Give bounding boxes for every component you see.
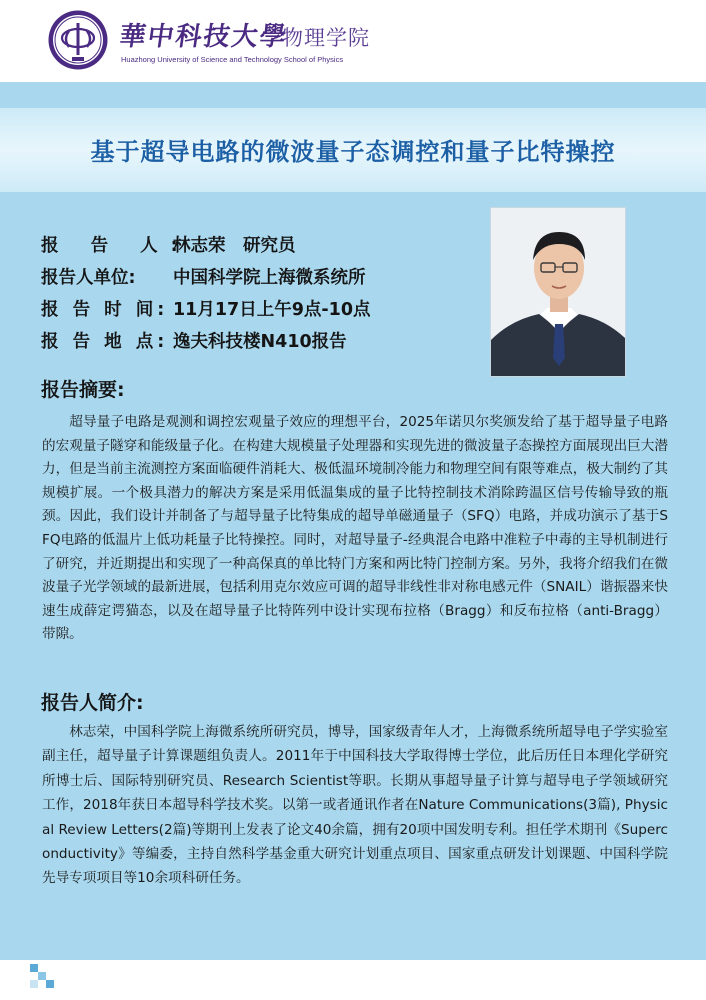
squares-decoration-icon [30,964,54,988]
university-name: 華中科技大學 [117,22,290,52]
talk-info [41,228,481,356]
info-row-time [41,292,481,324]
info-label-time: 报 告 时 间: [41,299,169,320]
info-label-speaker: 报 告 人: [41,235,191,256]
talk-title: 基于超导电路的微波量子态调控和量子比特操控 [90,138,616,166]
info-value-speaker: 林志荣 研究员 [173,235,296,256]
info-row-affiliation [41,260,481,292]
info-value-venue: 逸夫科技楼N410报告 [173,331,347,352]
title-band [0,108,706,192]
header-bar [0,0,706,82]
school-logo-icon [47,9,109,71]
university-english-name: Huazhong University of Science and Technology School of Physics [121,55,344,64]
info-value-affiliation: 中国科学院上海微系统所 [173,267,366,288]
info-row-venue [41,324,481,356]
info-label-venue: 报 告 地 点: [41,331,169,352]
footer-strip [0,960,706,1000]
speaker-portrait-image [491,208,626,377]
abstract-text: 超导量子电路是观测和调控宏观量子效应的理想平台，2025年诺贝尔奖颁发给了基于超导量子电路的宏观量子隧穿和能级量子化。在构建大规模量子处理器和实现先进的微波量子态操控方面展现出巨大潜力，但是当前主流测控方案面临硬件消耗大、极低温环境制冷能力和物理空间有限等难点，极大制约了其规模扩展。一个极具潜力的解决方案是采用低温集成的量子比特控制技术消除跨温区信号传输导致的瓶颈。因此，我们设计并制备了与超导量子比特集成的超导单磁通量子（SFQ）电路，并成功演示了基于SFQ电路的低温片上低功耗量子比特操控。同时，对超导量子-经典混合电路中准粒子中毒的主导机制进行了研究，并近期提出和实现了一种高保真的单比特门方案和两比特门控制方案。另外，我将介绍我们在微波量子光学领域的最新进展，包括利用克尔效应可调的超导非线性非对称电感元件（SNAIL）谐振器来快速生成薛定谔猫态，以及在超导量子比特阵列中设计实现布拉格（Bragg）和反布拉格（anti-Bragg）带隙。 [42,414,668,643]
abstract-heading: 报告摘要: [41,379,125,401]
info-value-time: 11月17日上午9点-10点 [173,299,371,320]
info-row-speaker [41,228,481,260]
school-name: 物理学院 [282,26,370,50]
poster-body [0,82,706,1000]
bio-text: 林志荣，中国科学院上海微系统所研究员，博导，国家级青年人才，上海微系统所超导电子学实验室副主任，超导量子计算课题组负责人。2011年于中国科技大学取得博士学位，此后历任日本理化学研究所博士后、国际特别研究员、Research Scientist等职。长期从事超导量子计算与超导电子学领域研究工作，2018年获日本超导科学技术奖。以第一或者通讯作者在Nature Communications(3篇), Physical Review Letters(2篇)等期刊上发表了论文40余篇，拥有20项中国发明专利。担任学术期刊《Superconductivity》等编委，主持自然科学基金重大研究计划重点项目、国家重点研发计划课题、中国科学院先导专项项目等10余项科研任务。 [42,724,668,887]
speaker-photo [490,207,626,377]
bio-heading: 报告人简介: [41,692,144,714]
info-label-affiliation: 报告人单位: [41,267,136,288]
